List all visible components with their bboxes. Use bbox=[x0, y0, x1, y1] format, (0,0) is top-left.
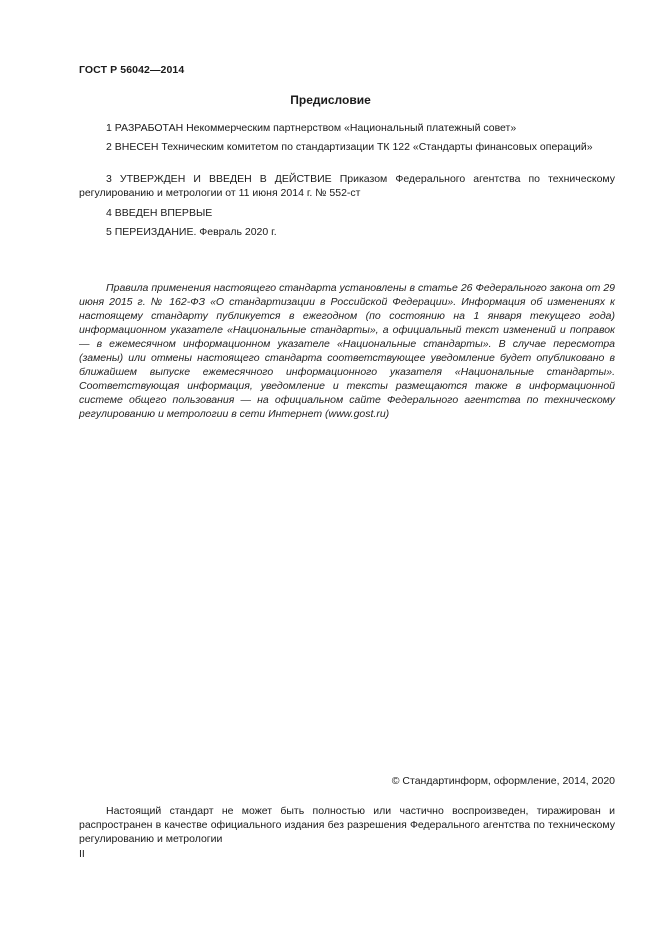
preface-item-3: 3 УТВЕРЖДЕН И ВВЕДЕН В ДЕЙСТВИЕ Приказом Федерального агентства по техническому регулированию и метрологии от 11 июня 2014 г. № 552-ст bbox=[79, 173, 615, 199]
copyright-line: © Стандартинформ, оформление, 2014, 2020 bbox=[391, 775, 615, 787]
preface-title: Предисловие bbox=[290, 93, 371, 107]
preface-item-1: 1 РАЗРАБОТАН Некоммерческим партнерством «Национальный платежный совет» bbox=[106, 122, 517, 134]
preface-item-5: 5 ПЕРЕИЗДАНИЕ. Февраль 2020 г. bbox=[106, 226, 277, 238]
document-id: ГОСТ Р 56042—2014 bbox=[79, 64, 185, 76]
page-number: II bbox=[79, 848, 85, 860]
preface-item-2: 2 ВНЕСЕН Техническим комитетом по стандартизации ТК 122 «Стандарты финансовых операций» bbox=[106, 141, 593, 153]
standard-usage-notice: Правила применения настоящего стандарта установлены в статье 26 Федерального закона от 29 июня 2015 г. № 162-ФЗ «О стандартизации в Российской Федерации». Информация об изменениях к настоящему стандарту публикуется в ежегодном (по состоянию на 1 января текущего года) информационном указателе «Национальные стандарты», а официальный текст изменений и поправок — в ежемесячном информационном указателе «Национальные стандарты». В случае пересмотра (замены) или отмены настоящего стандарта соответствующее уведомление будет опубликовано в ближайшем выпуске ежемесячного информационного указателя «Национальные стандарты». Соответствующая информация, уведомление и тексты размещаются также в информационной системе общего пользования — на официальном сайте Федерального агентства по техническому регулированию и метрологии в сети Интернет (www.gost.ru) bbox=[79, 282, 615, 420]
preface-item-4: 4 ВВЕДЕН ВПЕРВЫЕ bbox=[106, 207, 213, 219]
reproduction-rights-text: Настоящий стандарт не может быть полностью или частично воспроизведен, тиражирован и распространен в качестве официального издания без разрешения Федерального агентства по техническому регулированию и метрологии bbox=[79, 805, 615, 845]
